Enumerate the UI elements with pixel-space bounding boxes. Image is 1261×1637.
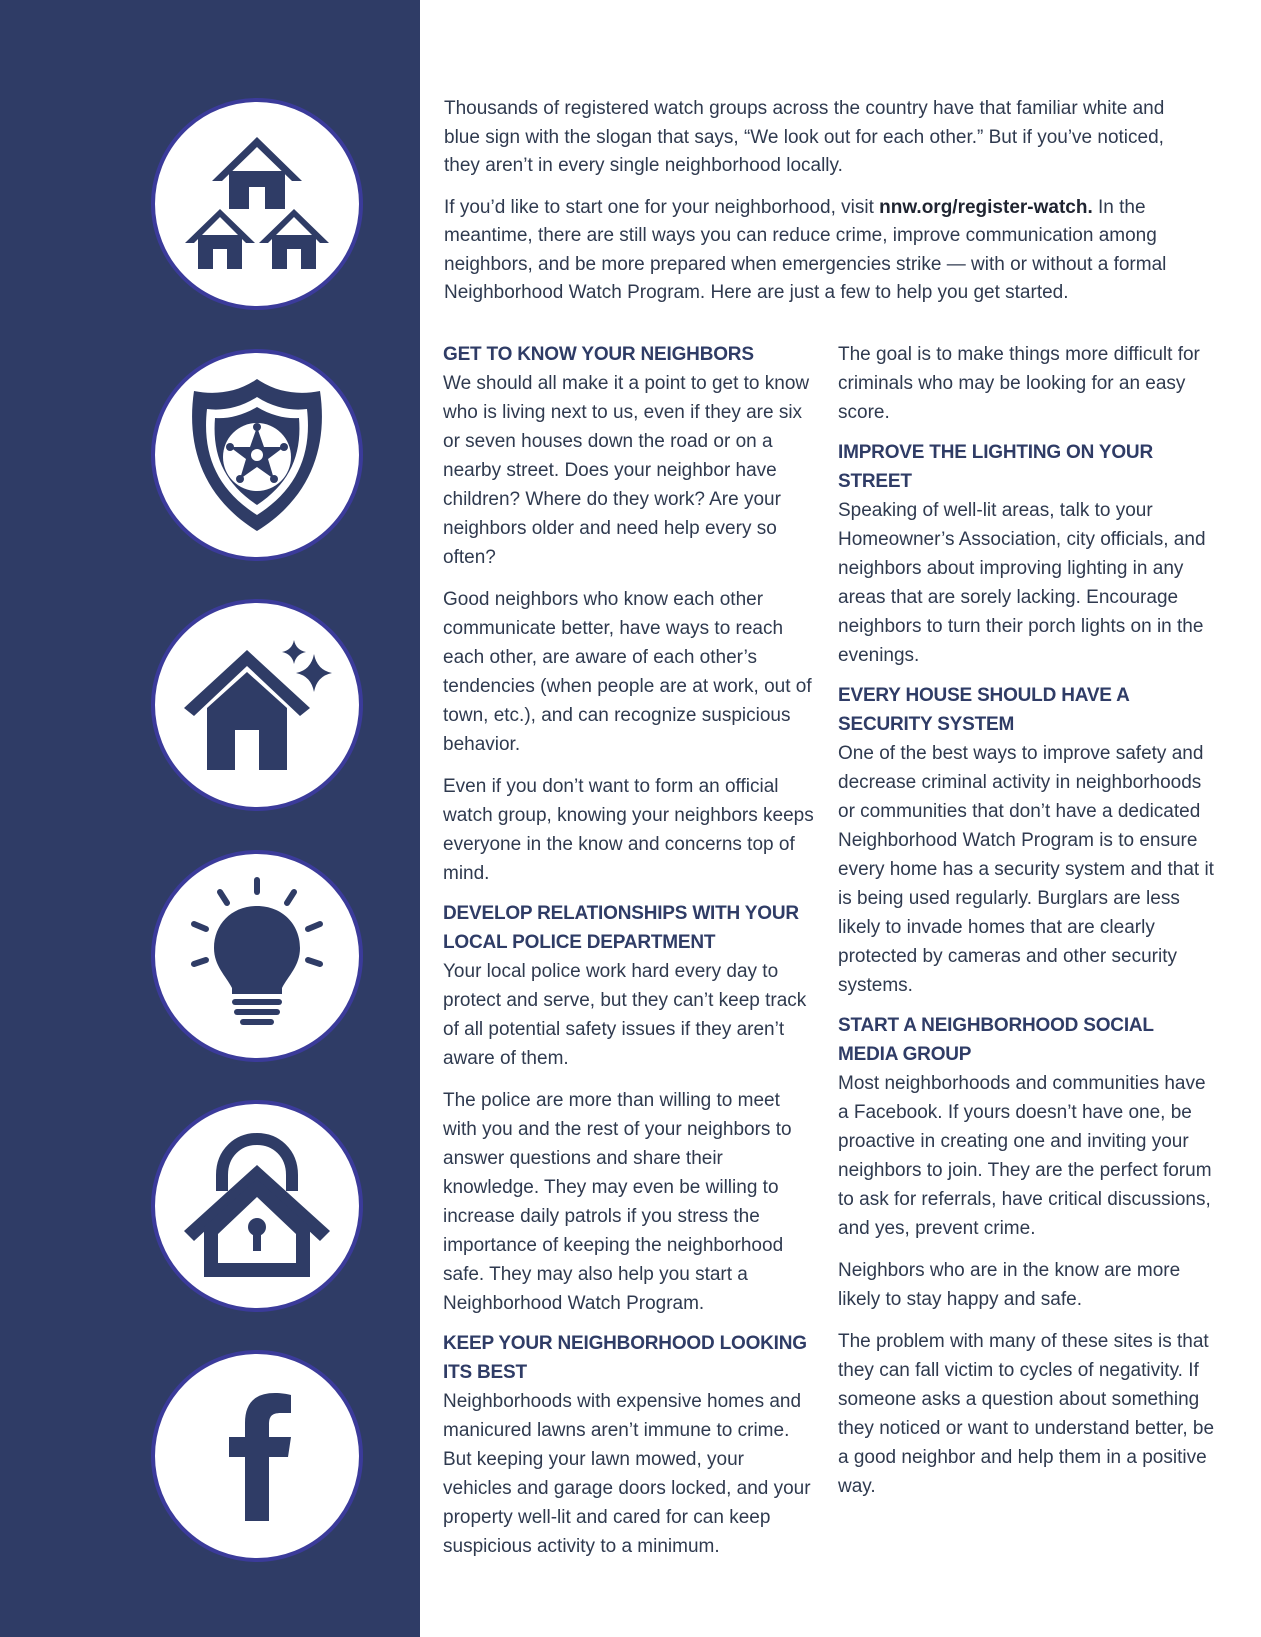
left-column xyxy=(443,340,815,1574)
register-watch-link-text: nnw.org/register-watch. xyxy=(879,196,1093,218)
heading-looking-best: KEEP YOUR NEIGHBORHOOD LOOKING ITS BEST xyxy=(443,1333,807,1383)
paragraph: Most neighborhoods and communities have a Facebook. If yours doesn’t have one, be proactive in creating one and inviting your neighbors to join. They are the perfect forum to ask for referrals, have critical discussions, and yes, prevent crime. xyxy=(838,1073,1212,1239)
paragraph: Even if you don’t want to form an official watch group, knowing your neighbors keeps everyone in the know and concerns top of mind. xyxy=(443,776,814,884)
facebook-circle xyxy=(151,1350,363,1562)
icon-sidebar xyxy=(0,0,420,1637)
heading-police: DEVELOP RELATIONSHIPS WITH YOUR LOCAL POLICE DEPARTMENT xyxy=(443,903,799,953)
facebook-icon xyxy=(207,1391,307,1521)
badge-circle xyxy=(151,349,363,561)
heading-lighting: IMPROVE THE LIGHTING ON YOUR STREET xyxy=(838,442,1153,492)
heading-social-media: START A NEIGHBORHOOD SOCIAL MEDIA GROUP xyxy=(838,1015,1154,1065)
light-bulb-icon xyxy=(182,876,332,1036)
houses-circle xyxy=(151,98,363,310)
sparkle-house-circle xyxy=(151,599,363,811)
paragraph: Neighborhoods with expensive homes and manicured lawns aren’t immune to crime. But keeping your lawn mowed, your vehicles and garage doors locked, and your property well-lit and cared for can keep suspicious activity to a minimum. xyxy=(443,1391,811,1557)
intro-paragraph-1: Thousands of registered watch groups across the country have that familiar white and blue sign with the slogan that says, “We look out for each other.” But if you’ve noticed, they aren’t in every single neighborhood locally. xyxy=(444,98,1165,176)
heading-get-to-know: GET TO KNOW YOUR NEIGHBORS xyxy=(443,344,754,365)
paragraph: We should all make it a point to get to know who is living next to us, even if they are six or seven houses down the road or on a nearby street. Does your neighbor have children? Where do they work? Are your neighbors older and need help every so often? xyxy=(443,373,810,568)
house-lock-circle xyxy=(151,1100,363,1312)
house-lock-icon xyxy=(182,1131,332,1281)
paragraph: The goal is to make things more difficult for criminals who may be looking for an easy score. xyxy=(838,344,1200,423)
paragraph: The police are more than willing to meet with you and the rest of your neighbors to answer questions and share their knowledge. They may even be willing to increase daily patrols if you stress the importance of keeping the neighborhood safe. They may also help you start a Neighborhood Watch Program. xyxy=(443,1090,792,1314)
paragraph: The problem with many of these sites is that they can fall victim to cycles of negativity. If someone asks a question about something they noticed or want to understand better, be a good neighbor and help them in a positive way. xyxy=(838,1331,1215,1497)
intro-section xyxy=(444,95,1189,321)
paragraph: Your local police work hard every day to protect and serve, but they can’t keep track of all potential safety issues if they aren’t aware of them. xyxy=(443,961,807,1069)
neighborhood-houses-icon xyxy=(182,129,332,279)
paragraph: Neighbors who are in the know are more likely to stay happy and safe. xyxy=(838,1260,1181,1310)
heading-security-system: EVERY HOUSE SHOULD HAVE A SECURITY SYSTEM xyxy=(838,685,1129,735)
intro-paragraph-2: If you’d like to start one for your neighborhood, visit nnw.org/register-watch. In the meantime, there are still ways you can reduce crime, improve communication among neighbors, and be more prepared when emergencies strike — with or without a formal Neighborhood Watch Program. Here are just a few to help you get started. xyxy=(444,196,1167,303)
bulb-circle xyxy=(151,850,363,1062)
paragraph: Good neighbors who know each other communicate better, have ways to reach each other, are aware of each other’s tendencies (when people are at work, out of town, etc.), and can recognize suspicious behavior. xyxy=(443,589,812,755)
police-badge-icon xyxy=(182,375,332,535)
right-column xyxy=(838,340,1218,1514)
paragraph: One of the best ways to improve safety and decrease criminal activity in neighborhoods or communities that don’t have a dedicated Neighborhood Watch Program is to ensure every home has a security system and that it is being used regularly. Burglars are less likely to invade homes that are clearly protected by cameras and other security systems. xyxy=(838,743,1214,996)
paragraph: Speaking of well-lit areas, talk to your Homeowner’s Association, city officials, and neighbors about improving lighting in any areas that are sorely lacking. Encourage neighbors to turn their porch lights on in the evenings. xyxy=(838,500,1206,666)
sparkling-house-icon xyxy=(182,630,332,780)
